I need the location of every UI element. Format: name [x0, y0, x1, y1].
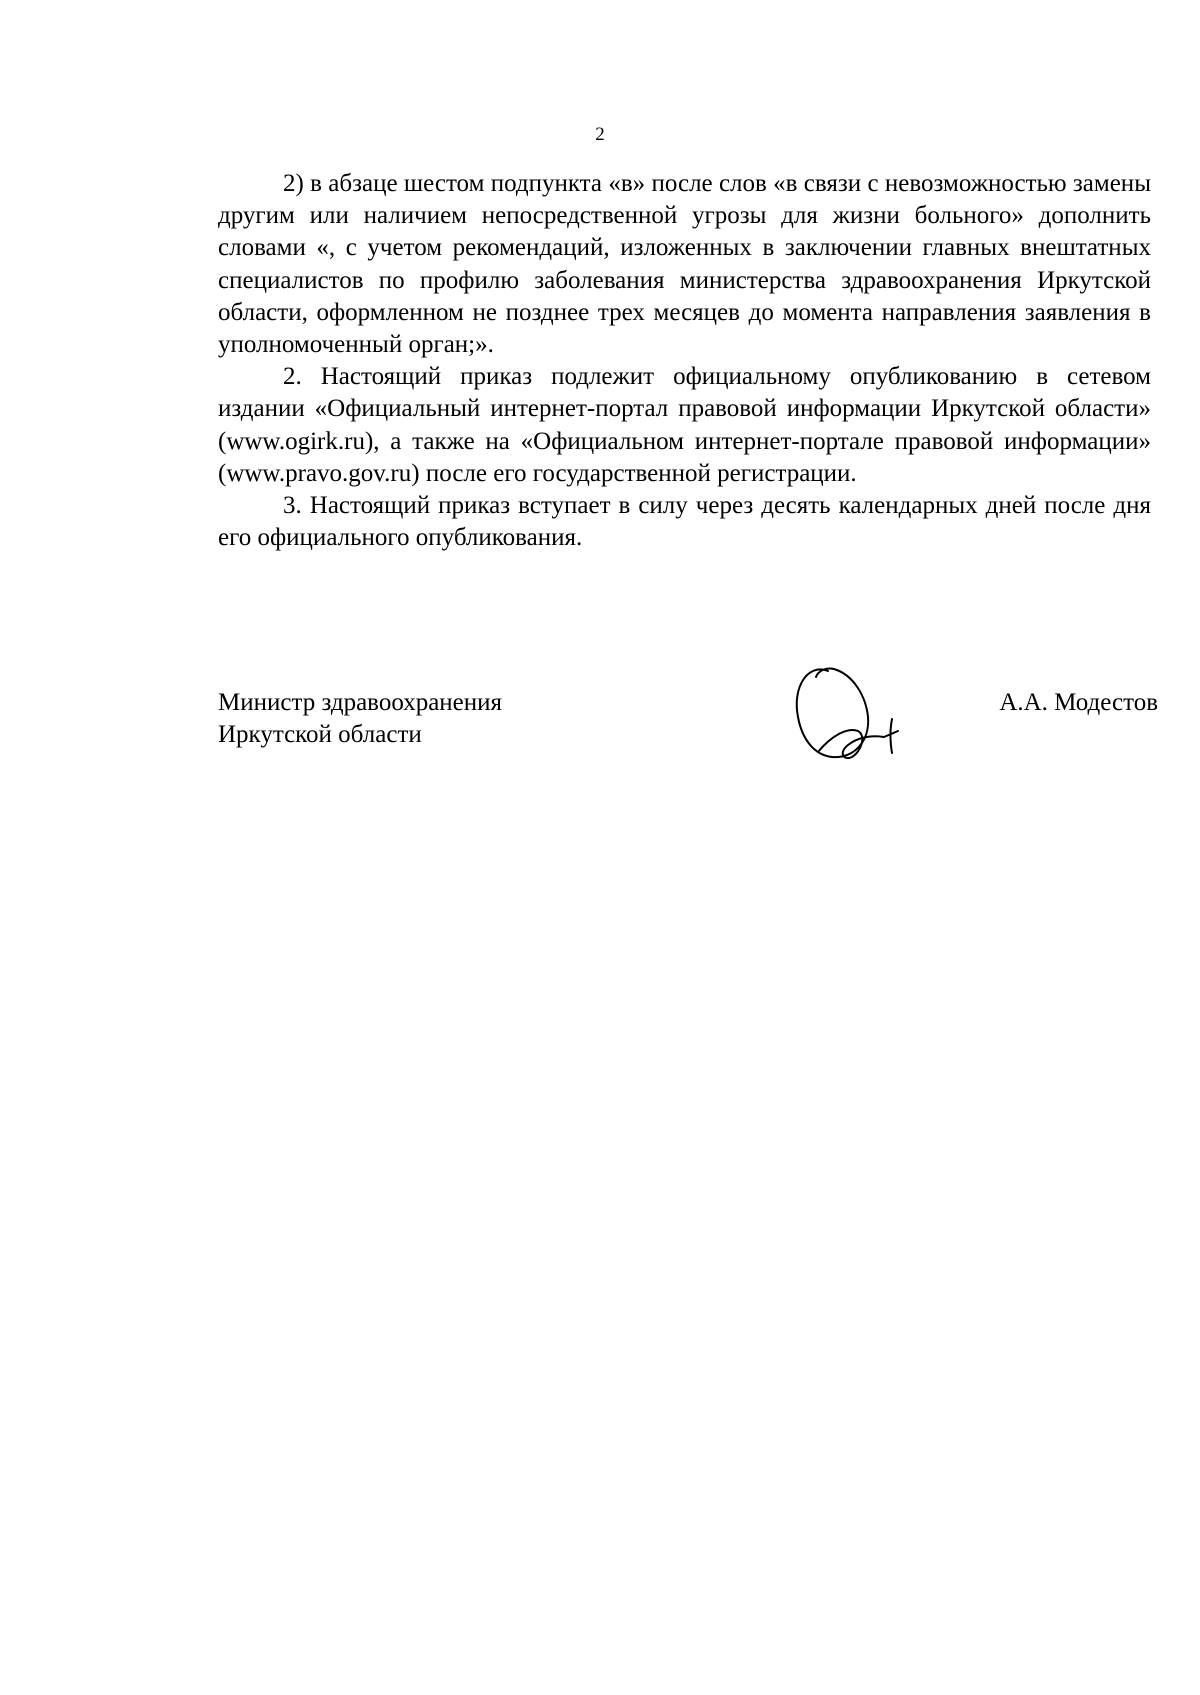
- paragraph-publication: 2. Настоящий приказ подлежит официальному опубликованию в сетевом издании «Официальный интернет-портал правовой информации Иркутской области» (www.ogirk.ru), а также на «Официальном интернет-портале правовой информации» (www.pravo.gov.ru) после его государственной регистрации.: [218, 363, 1151, 487]
- document-body: [218, 168, 1151, 554]
- signatory-title-line-2: Иркутской области: [218, 721, 422, 748]
- signature-block: [218, 687, 1158, 787]
- paragraph-amendment: 2) в абзаце шестом подпункта «в» после слов «в связи с невозможностью замены другим или наличием непосредственной угрозы для жизни больного» дополнить словами «, с учетом рекомендаций, изложенных в заключении главных внештатных специалистов по профилю заболевания министерства здравоохранения Иркутской области, оформленном не позднее трех месяцев до момента направления заявления в уполномоченный орган;».: [218, 170, 1151, 359]
- signatory-name: А.А. Модестов: [999, 689, 1158, 716]
- page-number: 2: [595, 124, 605, 145]
- handwritten-signature: [788, 657, 928, 787]
- signatory-title-line-1: Министр здравоохранения: [218, 689, 503, 716]
- paragraph-effective-date: 3. Настоящий приказ вступает в силу через десять календарных дней после дня его официального опубликования.: [218, 492, 1151, 552]
- signatory-title: [218, 687, 502, 751]
